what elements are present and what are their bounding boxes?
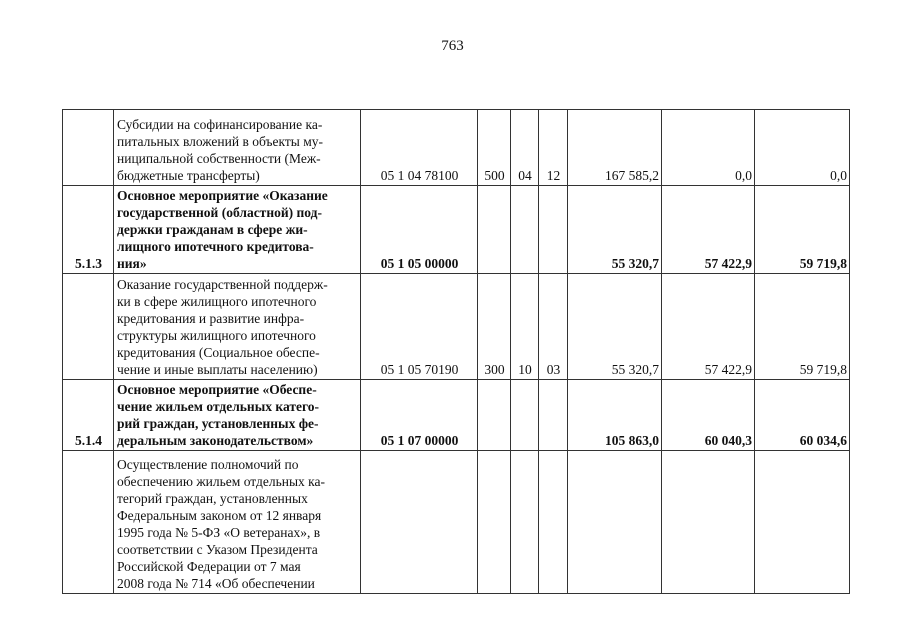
subsection-code — [539, 451, 568, 594]
name-line: тегорий граждан, установленных — [117, 491, 308, 506]
section-code — [511, 380, 539, 451]
name-line: 2008 года № 714 «Об обеспечении — [117, 576, 315, 591]
name-line: Основное мероприятие «Оказание — [117, 188, 328, 203]
name-line: Осуществление полномочий по — [117, 457, 299, 472]
expense-type: 300 — [478, 274, 511, 380]
row-name — [114, 110, 361, 186]
budget-code: 05 1 05 00000 — [361, 186, 478, 274]
name-line: ки в сфере жилищного ипотечного — [117, 294, 317, 309]
table-row — [63, 451, 850, 594]
name-line: деральным законодательством» — [117, 433, 314, 448]
name-line: соответствии с Указом Президента — [117, 542, 318, 557]
row-number — [63, 110, 114, 186]
name-line: ниципальной собственности (Меж- — [117, 151, 321, 166]
budget-code: 05 1 05 70190 — [361, 274, 478, 380]
row-name — [114, 451, 361, 594]
amount-year-2: 0,0 — [662, 110, 755, 186]
name-line: Российской Федерации от 7 мая — [117, 559, 301, 574]
name-line: государственной (областной) под- — [117, 205, 322, 220]
table-row — [63, 274, 850, 380]
subsection-code: 03 — [539, 274, 568, 380]
name-line: структуры жилищного ипотечного — [117, 328, 316, 343]
table-row — [63, 380, 850, 451]
amount-year-3: 59 719,8 — [755, 274, 850, 380]
page-number: 763 — [441, 38, 464, 54]
section-code — [511, 186, 539, 274]
subsection-code — [539, 186, 568, 274]
name-line: бюджетные трансферты) — [117, 168, 260, 183]
section-code: 04 — [511, 110, 539, 186]
name-line: питальных вложений в объекты му- — [117, 134, 323, 149]
amount-year-1: 55 320,7 — [568, 274, 662, 380]
name-line: 1995 года № 5-ФЗ «О ветеранах», в — [117, 525, 321, 540]
expense-type — [478, 451, 511, 594]
amount-year-3: 59 719,8 — [755, 186, 850, 274]
row-number: 5.1.4 — [63, 380, 114, 451]
budget-table — [62, 109, 850, 594]
expense-type: 500 — [478, 110, 511, 186]
budget-code: 05 1 04 78100 — [361, 110, 478, 186]
name-line: Оказание государственной поддерж- — [117, 277, 328, 292]
name-line: Федеральным законом от 12 января — [117, 508, 322, 523]
row-number: 5.1.3 — [63, 186, 114, 274]
row-number — [63, 451, 114, 594]
table-row — [63, 110, 850, 186]
table-row — [63, 186, 850, 274]
section-code — [511, 451, 539, 594]
amount-year-3 — [755, 451, 850, 594]
amount-year-3: 0,0 — [755, 110, 850, 186]
section-code: 10 — [511, 274, 539, 380]
expense-type — [478, 186, 511, 274]
name-line: лищного ипотечного кредитова- — [117, 239, 314, 254]
subsection-code — [539, 380, 568, 451]
row-name — [114, 186, 361, 274]
name-line: ния» — [117, 256, 147, 271]
budget-code — [361, 451, 478, 594]
amount-year-3: 60 034,6 — [755, 380, 850, 451]
amount-year-1: 55 320,7 — [568, 186, 662, 274]
name-line: кредитования (Социальное обеспе- — [117, 345, 320, 360]
subsection-code: 12 — [539, 110, 568, 186]
amount-year-2 — [662, 451, 755, 594]
amount-year-2: 57 422,9 — [662, 274, 755, 380]
name-line: Субсидии на софинансирование ка- — [117, 117, 323, 132]
name-line: рий граждан, установленных фе- — [117, 416, 319, 431]
name-line: держки гражданам в сфере жи- — [117, 222, 308, 237]
row-number — [63, 274, 114, 380]
amount-year-1: 167 585,2 — [568, 110, 662, 186]
name-line: обеспечению жильем отдельных ка- — [117, 474, 325, 489]
name-line: Основное мероприятие «Обеспе- — [117, 382, 317, 397]
name-line: чение жильем отдельных катего- — [117, 399, 320, 414]
expense-type — [478, 380, 511, 451]
amount-year-2: 57 422,9 — [662, 186, 755, 274]
row-name — [114, 380, 361, 451]
name-line: кредитования и развитие инфра- — [117, 311, 305, 326]
budget-code: 05 1 07 00000 — [361, 380, 478, 451]
table-body — [63, 110, 850, 594]
amount-year-1 — [568, 451, 662, 594]
row-name — [114, 274, 361, 380]
name-line: чение и иные выплаты населению) — [117, 362, 318, 377]
amount-year-2: 60 040,3 — [662, 380, 755, 451]
amount-year-1: 105 863,0 — [568, 380, 662, 451]
